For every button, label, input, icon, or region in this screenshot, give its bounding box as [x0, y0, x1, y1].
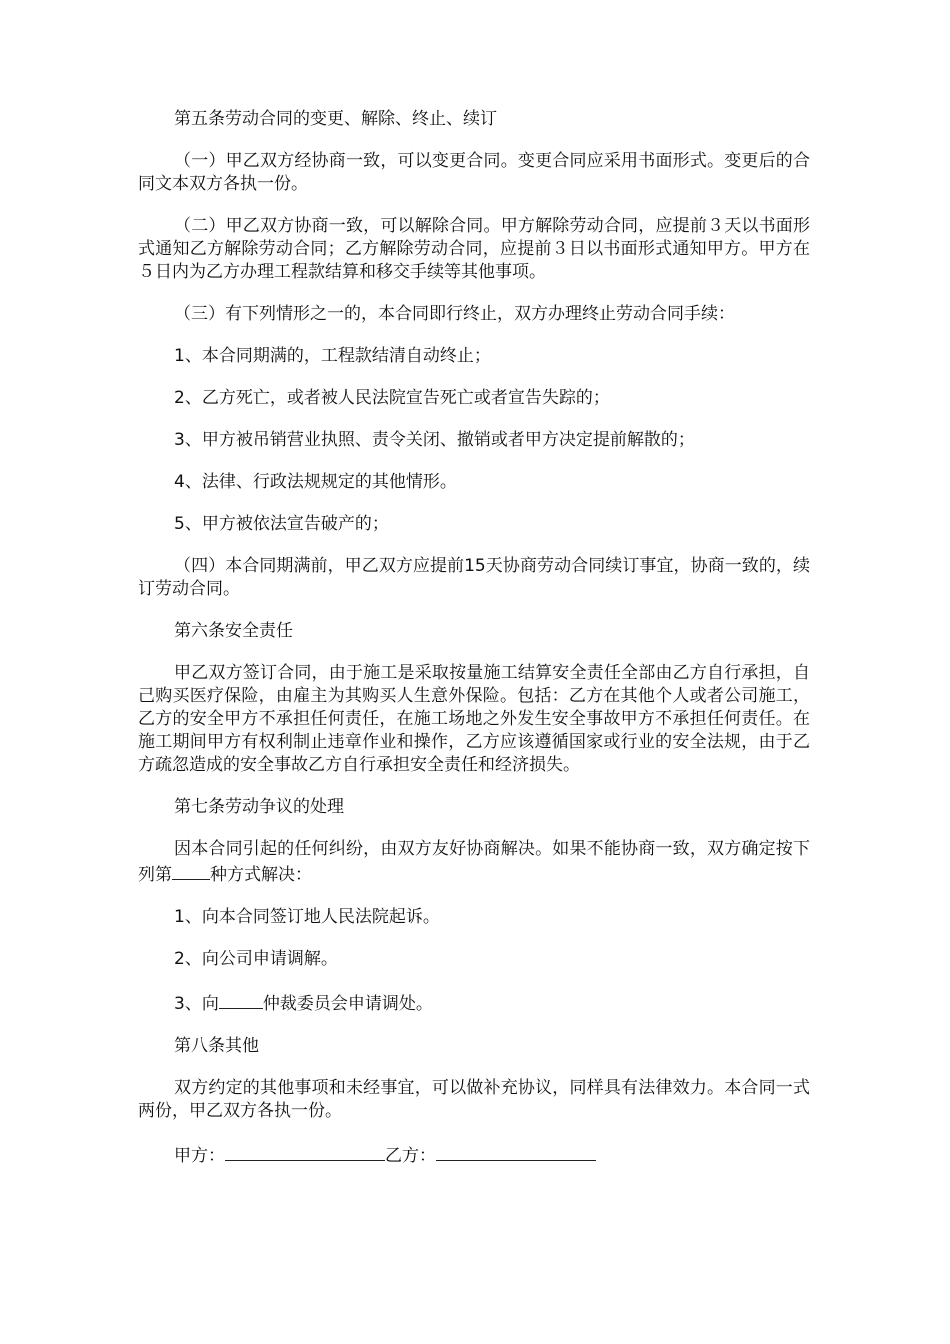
- article6-title: 第六条安全责任: [174, 621, 293, 641]
- method-number-blank[interactable]: [172, 861, 210, 880]
- party-a-signature-blank[interactable]: [225, 1142, 385, 1161]
- article7-item3-before: 3、向: [174, 994, 219, 1014]
- article7-item3-after: 仲裁委员会申请调处。: [262, 994, 433, 1014]
- article5-clause2: （二）甲乙双方协商一致，可以解除合同。甲方解除劳动合同，应提前３天以书面形式通知乙方解除劳动合同；乙方解除劳动合同，应提前３日以书面形式通知甲方。甲方在５日内为乙方办理工程款结算和移交手续等其他事项。: [138, 216, 810, 282]
- article8-title: 第八条其他: [174, 1036, 259, 1056]
- article5-item-3: 3、甲方被吊销营业执照、责令关闭、撤销或者甲方决定提前解散的；: [174, 430, 695, 450]
- article7-title: 第七条劳动争议的处理: [174, 797, 344, 817]
- article5-clause1: （一）甲乙双方经协商一致，可以变更合同。变更合同应采用书面形式。变更后的合同文本双方各执一份。: [138, 151, 810, 194]
- signature-line: [138, 1142, 810, 1168]
- party-b-signature-blank[interactable]: [436, 1142, 596, 1161]
- article6-body: 甲乙双方签订合同，由于施工是采取按量施工结算安全责任全部由乙方自行承担，自己购买医疗保险，由雇主为其购买人生意外保险。包括：乙方在其他个人或者公司施工，乙方的安全甲方不承担任何责任，在施工场地之外发生安全事故甲方不承担任何责任。在施工期间甲方有权利制止违章作业和操作，乙方应该遵循国家或行业的安全法规，由于乙方疏忽造成的安全事故乙方自行承担安全责任和经济损失。: [138, 663, 810, 775]
- arbitration-committee-blank[interactable]: [219, 990, 263, 1009]
- article5-item-1: 1、本合同期满的，工程款结清自动终止；: [174, 346, 491, 366]
- article5-clause4: （四）本合同期满前，甲乙双方应提前15天协商劳动合同续订事宜，协商一致的，续订劳动合同。: [138, 556, 810, 599]
- article5-title: 第五条劳动合同的变更、解除、终止、续订: [174, 109, 497, 129]
- article5-clause3: （三）有下列情形之一的，本合同即行终止，双方办理终止劳动合同手续：: [174, 304, 735, 324]
- article7-item-1: 1、向本合同签订地人民法院起诉。: [174, 907, 440, 927]
- article7-item-2: 2、向公司申请调解。: [174, 949, 338, 969]
- contract-page: [138, 108, 810, 1168]
- party-b-label: 乙方：: [385, 1146, 436, 1166]
- article7-body: [138, 838, 810, 887]
- article8-body: 双方约定的其他事项和未经事宜，可以做补充协议，同样具有法律效力。本合同一式两份，甲乙双方各执一份。: [138, 1078, 810, 1121]
- article7-item-3: [138, 990, 810, 1016]
- article7-body-before: 因本合同引起的任何纠纷，由双方友好协商解决。如果不能协商一致，双方确定按下列第: [138, 839, 810, 885]
- article5-item-4: 4、法律、行政法规规定的其他情形。: [174, 472, 457, 492]
- article7-body-after: 种方式解决：: [210, 865, 312, 885]
- article5-item-5: 5、甲方被依法宣告破产的；: [174, 514, 389, 534]
- article5-item-2: 2、乙方死亡，或者被人民法院宣告死亡或者宣告失踪的；: [174, 388, 610, 408]
- party-a-label: 甲方：: [174, 1146, 225, 1166]
